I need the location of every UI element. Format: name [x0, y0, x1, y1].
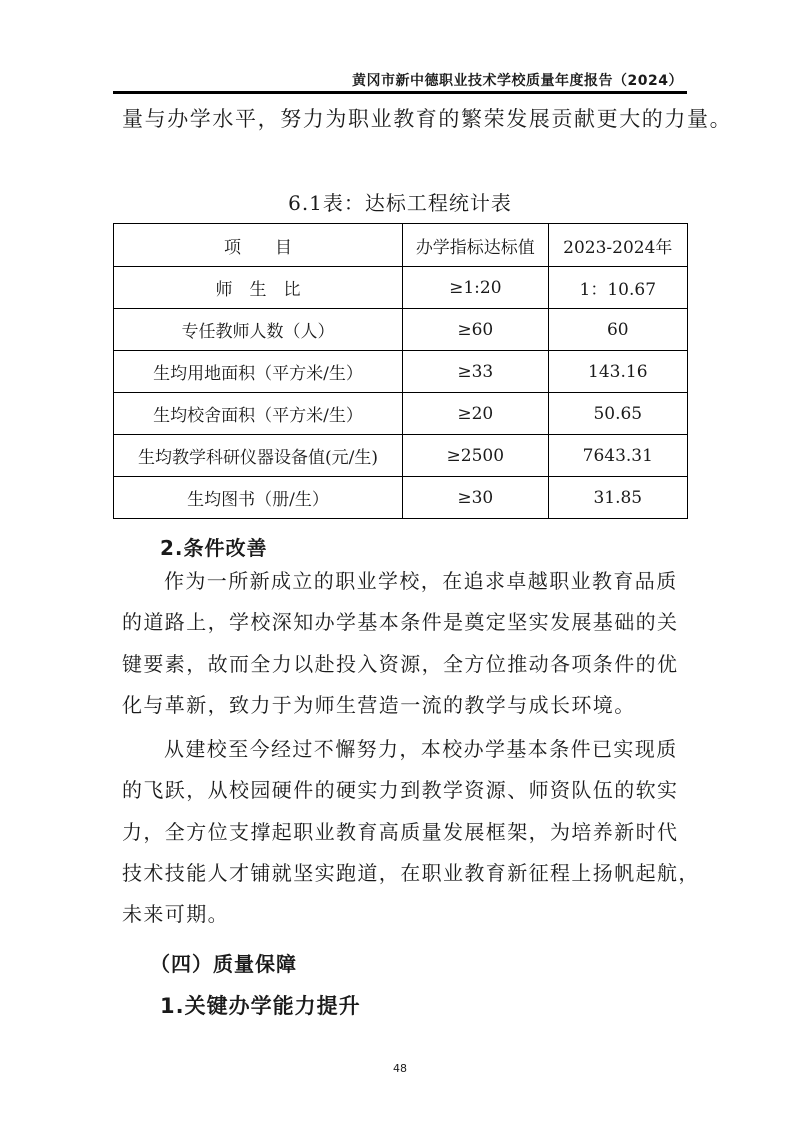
- table-row: [114, 393, 688, 435]
- row-year-value: 50.65: [548, 393, 687, 435]
- paragraph-line: 未来可期。: [122, 902, 229, 927]
- table-row: [114, 477, 688, 519]
- table-row: [114, 351, 688, 393]
- row-standard-value: ≥33: [403, 351, 549, 393]
- row-year-value: 31.85: [548, 477, 687, 519]
- row-year-value: 143.16: [548, 351, 687, 393]
- paragraph-line: 作为一所新成立的职业学校，在追求卓越职业教育品质: [164, 569, 678, 593]
- paragraph-line: 的飞跃，从校园硬件的硬实力到教学资源、师资队伍的软实: [122, 778, 679, 803]
- row-item-label: 生均教学科研仪器设备值(元/生): [114, 435, 403, 477]
- table-row: [114, 435, 688, 477]
- column-header-standard: 办学指标达标值: [403, 224, 549, 267]
- header-divider: [113, 91, 687, 94]
- subsection-heading-key-capability: 1.关键办学能力提升: [160, 994, 361, 1018]
- row-item-label: 生均用地面积（平方米/生）: [114, 351, 403, 393]
- table-caption: 6.1表：达标工程统计表: [288, 191, 512, 215]
- column-header-item: 项 目: [114, 224, 403, 267]
- row-item-label: 生均校舍面积（平方米/生）: [114, 393, 403, 435]
- column-header-year: 2023-2024年: [548, 224, 687, 267]
- row-item-label: 专任教师人数（人）: [114, 309, 403, 351]
- row-standard-value: ≥2500: [403, 435, 549, 477]
- row-standard-value: ≥30: [403, 477, 549, 519]
- row-item-label: 师 生 比: [114, 267, 403, 309]
- row-year-value: 7643.31: [548, 435, 687, 477]
- paragraph-line: 键要素，故而全力以赴投入资源，全方位推动各项条件的优: [122, 651, 679, 676]
- row-standard-value: ≥20: [403, 393, 549, 435]
- table-row: [114, 267, 688, 309]
- row-standard-value: ≥1:20: [403, 267, 549, 309]
- conditions-paragraph-1: [122, 561, 682, 726]
- standards-statistics-table: [113, 223, 688, 519]
- section-heading-conditions: 2.条件改善: [160, 536, 268, 560]
- table-row: [114, 309, 688, 351]
- paragraph-line: 从建校至今经过不懈努力，本校办学基本条件已实现质: [164, 737, 678, 761]
- table-header-row: [114, 224, 688, 267]
- row-standard-value: ≥60: [403, 309, 549, 351]
- paragraph-line: 化与革新，致力于为师生营造一流的教学与成长环境。: [122, 692, 636, 717]
- paragraph-line: 技术技能人才铺就坚实跑道，在职业教育新征程上扬帆起航，: [122, 860, 700, 885]
- conditions-paragraph-2: [122, 729, 700, 935]
- row-year-value: 60: [548, 309, 687, 351]
- row-year-value: 1：10.67: [548, 267, 687, 309]
- paragraph-line: 力，全方位支撑起职业教育高质量发展框架，为培养新时代: [122, 819, 679, 844]
- row-item-label: 生均图书（册/生）: [114, 477, 403, 519]
- paragraph-line: 的道路上，学校深知办学基本条件是奠定坚实发展基础的关: [122, 610, 679, 635]
- section-heading-quality-assurance: （四）质量保障: [150, 952, 297, 976]
- report-header-title: 黄冈市新中德职业技术学校质量年度报告（2024）: [352, 73, 683, 89]
- continuation-text: 量与办学水平，努力为职业教育的繁荣发展贡献更大的力量。: [122, 107, 733, 131]
- page-number: 48: [393, 1062, 407, 1075]
